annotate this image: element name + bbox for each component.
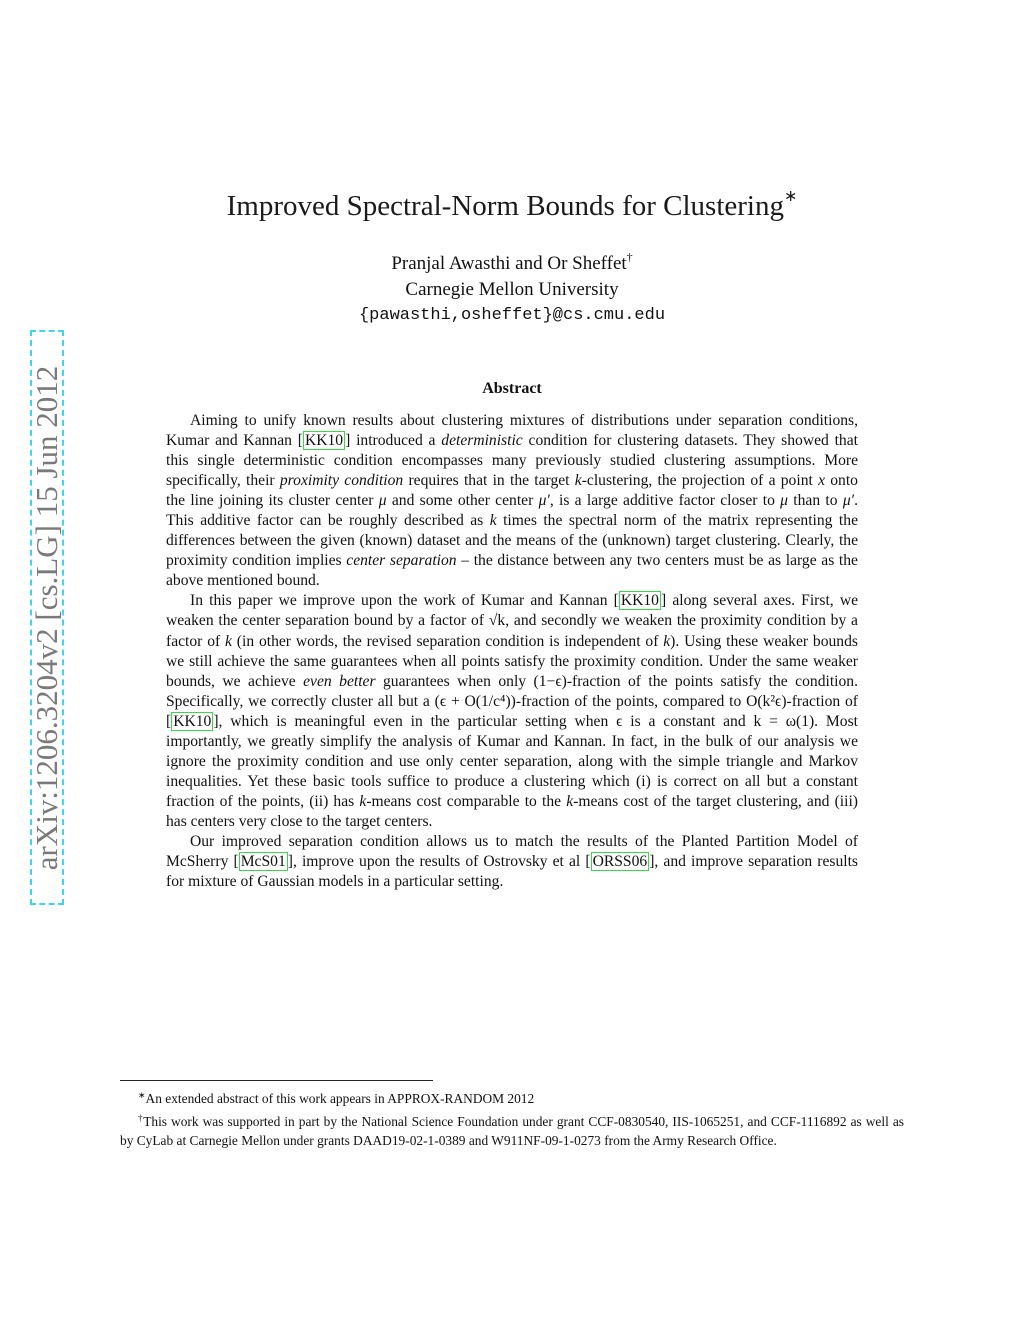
footnote-rule — [120, 1080, 433, 1081]
footnote-1-text: An extended abstract of this work appears in APPROX-RANDOM 2012 — [145, 1091, 535, 1106]
abstract-paragraph-2: In this paper we improve upon the work of Kumar and Kannan [ KK10 ] along several axes. First, we weaken the center separation bound by a factor of √k, and secondly we weaken the proximity condition by a factor of k (in other words, the revised separation condition is independent of k). Using these weaker bounds we still achieve the same guarantees when all points satisfy the proximity condition. Under the same weaker bounds, we achieve even better guarantees when only (1−ϵ)-fraction of the points satisfy the condition. Specifically, we correctly cluster all but a (ϵ + O(1/c⁴))-fraction of the points, compared to O(k²ϵ)-fraction of [ KK10 ], which is meaningful even in the particular setting when ϵ is a constant and k = ω(1). Most importantly, we greatly simplify the analysis of Kumar and Kannan. In fact, in the bulk of our analysis we ignore the proximity condition and use only center separation, along with the simple triangle and Markov inequalities. Yet these basic tools suffice to produce a clustering which (i) is correct on all but a constant fraction of the points, (ii) has k-means cost comparable to the k-means cost of the target clustering, and (iii) has centers very close to the target centers. — [166, 592, 859, 830]
footnote-1 — [120, 1086, 904, 1109]
arxiv-stamp-text: arXiv:1206.3204v2 [cs.LG] 15 Jun 2012 — [29, 365, 64, 870]
footnote-2 — [120, 1109, 904, 1151]
abstract-paragraph-1: Aiming to unify known results about clustering mixtures of distributions under separation conditions, Kumar and Kannan [ KK10 ] introduced a deterministic condition for clustering datasets. They showed that this single deterministic condition encompasses many previously studied clustering assumptions. More specifically, their proximity condition requires that in the target k-clustering, the projection of a point x onto the line joining its cluster center μ and some other center μ′, is a large additive factor closer to μ than to μ′. This additive factor can be roughly described as k times the spectral norm of the matrix representing the differences between the given (known) dataset and the means of the (unknown) target clustering. Clearly, the proximity condition implies center separation – the distance between any two centers must be as large as the above mentioned bound. — [166, 412, 858, 590]
author-names — [0, 244, 1024, 277]
footnote-1-mark: ∗ — [138, 1090, 146, 1100]
title-footnote-mark: ∗ — [783, 188, 798, 205]
citation-kk10-link[interactable]: KK10 — [173, 712, 212, 730]
arxiv-stamp — [30, 330, 64, 905]
author-names-text: Pranjal Awasthi and Or Sheffet — [391, 253, 627, 274]
citation-kk10-link[interactable]: KK10 — [620, 592, 659, 610]
citation-orss06-link[interactable]: ORSS06 — [592, 853, 648, 871]
abstract-heading: Abstract — [482, 380, 542, 397]
citation-mcs01-link[interactable]: McS01 — [240, 853, 286, 871]
abstract-body — [166, 411, 858, 892]
author-block — [0, 244, 1024, 329]
author-footnote-mark: † — [626, 250, 633, 264]
citation-kk10-link[interactable]: KK10 — [304, 432, 344, 450]
paper-title — [0, 186, 1024, 223]
footnotes — [120, 1086, 904, 1151]
title-text: Improved Spectral-Norm Bounds for Clustering — [226, 190, 784, 222]
affiliation: Carnegie Mellon University — [405, 279, 619, 300]
email: {pawasthi,osheffet}@cs.cmu.edu — [358, 306, 666, 325]
footnote-2-mark: † — [138, 1112, 144, 1123]
abstract-paragraph-3: Our improved separation condition allows us to match the results of the Planted Partition Model of McSherry [ McS01 ], improve upon the results of Ostrovsky et al [ ORSS06 ], and improve separation results for mixture of Gaussian models in a particular setting. — [166, 832, 859, 891]
footnote-2-text: This work was supported in part by the National Science Foundation under grant CCF-0830540, IIS-1065251, and CCF-1116892 as well as by CyLab at Carnegie Mellon under grants DAAD19-02-1-0389 and W911NF-09-1-0273 from the Army Research Office. — [120, 1113, 905, 1148]
